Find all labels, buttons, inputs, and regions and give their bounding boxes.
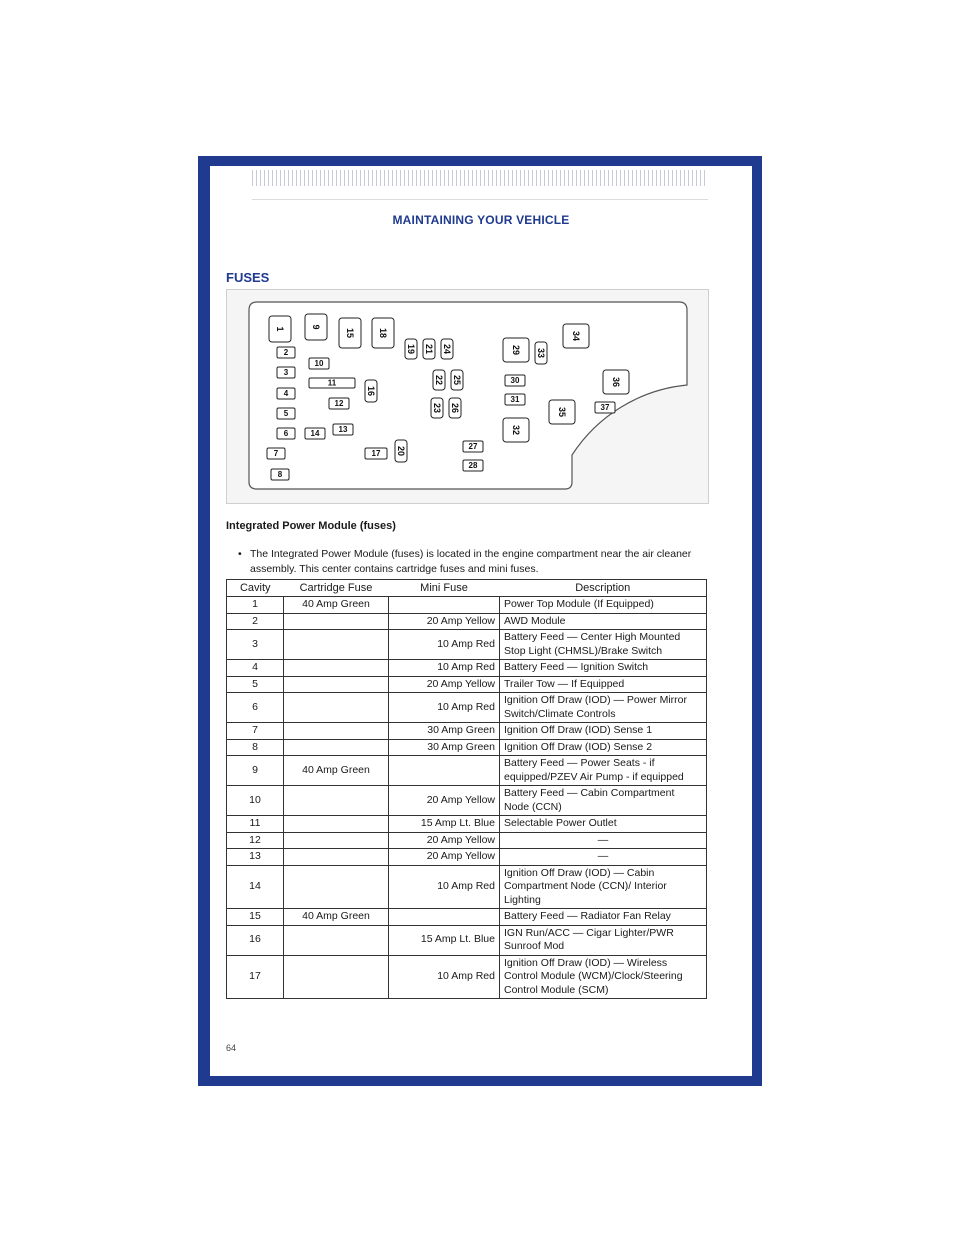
description-cell: — bbox=[500, 849, 707, 866]
table-row bbox=[227, 786, 707, 816]
table-row bbox=[227, 925, 707, 955]
cartridge-fuse-cell: 40 Amp Green bbox=[284, 597, 389, 614]
description-cell: — bbox=[500, 832, 707, 849]
cavity-cell: 14 bbox=[227, 865, 284, 909]
mini-fuse-cell bbox=[389, 909, 500, 926]
header-hatch-decoration bbox=[252, 170, 708, 186]
cartridge-fuse-cell bbox=[284, 630, 389, 660]
cartridge-fuse-cell bbox=[284, 816, 389, 833]
cavity-cell: 6 bbox=[227, 693, 284, 723]
fuse-table bbox=[226, 579, 707, 999]
mini-fuse-cell: 10 Amp Red bbox=[389, 660, 500, 677]
cartridge-fuse-cell bbox=[284, 955, 389, 999]
fuse-number-label: 2 bbox=[283, 348, 289, 357]
table-row bbox=[227, 660, 707, 677]
description-cell: Selectable Power Outlet bbox=[500, 816, 707, 833]
cartridge-fuse-cell bbox=[284, 723, 389, 740]
table-row bbox=[227, 630, 707, 660]
description-cell: Ignition Off Draw (IOD) — Cabin Compartment Node (CCN)/ Interior Lighting bbox=[500, 865, 707, 909]
mini-fuse-cell: 30 Amp Green bbox=[389, 739, 500, 756]
cavity-cell: 5 bbox=[227, 676, 284, 693]
fuse-number-label: 11 bbox=[327, 378, 337, 388]
fuse-number-label: 31 bbox=[510, 395, 520, 404]
table-row bbox=[227, 739, 707, 756]
cavity-cell: 9 bbox=[227, 756, 284, 786]
fuse-number-label: 14 bbox=[310, 429, 320, 438]
fuse-number-label: 35 bbox=[557, 406, 567, 418]
header-divider bbox=[252, 199, 708, 200]
table-row bbox=[227, 909, 707, 926]
fuse-number-label: 16 bbox=[366, 385, 376, 397]
section-title: FUSES bbox=[226, 270, 270, 285]
mini-fuse-cell: 20 Amp Yellow bbox=[389, 786, 500, 816]
fuse-number-label: 26 bbox=[450, 402, 460, 414]
fuse-number-label: 21 bbox=[424, 343, 434, 355]
mini-fuse-cell: 20 Amp Yellow bbox=[389, 613, 500, 630]
description-cell: IGN Run/ACC — Cigar Lighter/PWR Sunroof Mod bbox=[500, 925, 707, 955]
description-cell: Ignition Off Draw (IOD) Sense 1 bbox=[500, 723, 707, 740]
mini-fuse-cell bbox=[389, 756, 500, 786]
fuse-number-label: 23 bbox=[432, 402, 442, 414]
fuse-number-label: 28 bbox=[468, 461, 478, 470]
fuse-number-label: 18 bbox=[378, 327, 388, 339]
fuse-number-label: 17 bbox=[371, 449, 381, 458]
fuse-number-label: 5 bbox=[283, 409, 289, 418]
fuse-number-label: 27 bbox=[468, 442, 478, 451]
fuse-number-label: 9 bbox=[311, 324, 321, 330]
description-cell: Battery Feed — Power Seats - if equipped/PZEV Air Pump - if equipped bbox=[500, 756, 707, 786]
table-row bbox=[227, 955, 707, 999]
fuse-number-label: 30 bbox=[510, 376, 520, 385]
mini-fuse-cell: 20 Amp Yellow bbox=[389, 849, 500, 866]
fuse-number-label: 6 bbox=[283, 429, 289, 438]
cartridge-fuse-cell bbox=[284, 693, 389, 723]
mini-fuse-cell: 15 Amp Lt. Blue bbox=[389, 925, 500, 955]
fuse-number-label: 8 bbox=[277, 470, 283, 479]
description-cell: Ignition Off Draw (IOD) Sense 2 bbox=[500, 739, 707, 756]
table-row bbox=[227, 676, 707, 693]
description-cell: Battery Feed — Cabin Compartment Node (CCN) bbox=[500, 786, 707, 816]
fuse-number-label: 15 bbox=[345, 327, 355, 339]
mini-fuse-cell: 10 Amp Red bbox=[389, 693, 500, 723]
cavity-cell: 15 bbox=[227, 909, 284, 926]
running-header: MAINTAINING YOUR VEHICLE bbox=[392, 213, 570, 227]
fuse-number-label: 7 bbox=[273, 449, 279, 458]
description-cell: Battery Feed — Center High Mounted Stop Light (CHMSL)/Brake Switch bbox=[500, 630, 707, 660]
fuse-number-label: 37 bbox=[600, 403, 610, 412]
fuse-number-label: 12 bbox=[334, 399, 344, 408]
cavity-cell: 8 bbox=[227, 739, 284, 756]
cavity-cell: 3 bbox=[227, 630, 284, 660]
description-cell: Ignition Off Draw (IOD) — Power Mirror Switch/Climate Controls bbox=[500, 693, 707, 723]
cartridge-fuse-cell bbox=[284, 613, 389, 630]
table-header-row bbox=[227, 580, 707, 597]
page-number: 64 bbox=[226, 1043, 237, 1053]
bullet-text: The Integrated Power Module (fuses) is located in the engine compartment near the air cleaner assembly. This center contains cartridge fuses and mini fuses. bbox=[250, 548, 692, 575]
header-cavity: Cavity bbox=[227, 580, 284, 597]
fuse-number-label: 36 bbox=[611, 376, 621, 388]
fuse-number-label: 25 bbox=[452, 374, 462, 386]
table-row bbox=[227, 865, 707, 909]
mini-fuse-cell: 10 Amp Red bbox=[389, 630, 500, 660]
description-cell: Trailer Tow — If Equipped bbox=[500, 676, 707, 693]
cavity-cell: 10 bbox=[227, 786, 284, 816]
fuse-number-label: 29 bbox=[511, 344, 521, 356]
fuse-number-label: 32 bbox=[511, 424, 521, 436]
fuse-number-label: 34 bbox=[571, 330, 581, 342]
cavity-cell: 7 bbox=[227, 723, 284, 740]
cavity-cell: 1 bbox=[227, 597, 284, 614]
fuse-diagram bbox=[226, 289, 709, 504]
fuse-number-label: 22 bbox=[434, 374, 444, 386]
header-description: Description bbox=[500, 580, 707, 597]
fuse-number-label: 3 bbox=[283, 368, 289, 377]
cartridge-fuse-cell bbox=[284, 739, 389, 756]
cartridge-fuse-cell: 40 Amp Green bbox=[284, 756, 389, 786]
cartridge-fuse-cell bbox=[284, 676, 389, 693]
table-row bbox=[227, 756, 707, 786]
description-cell: AWD Module bbox=[500, 613, 707, 630]
table-row bbox=[227, 613, 707, 630]
description-cell: Ignition Off Draw (IOD) — Wireless Control Module (WCM)/Clock/Steering Control Module (SCM) bbox=[500, 955, 707, 999]
cavity-cell: 2 bbox=[227, 613, 284, 630]
fuse-number-label: 10 bbox=[314, 359, 324, 368]
cartridge-fuse-cell: 40 Amp Green bbox=[284, 909, 389, 926]
fuse-number-label: 20 bbox=[396, 445, 406, 457]
mini-fuse-cell: 15 Amp Lt. Blue bbox=[389, 816, 500, 833]
fuse-number-label: 24 bbox=[442, 343, 452, 355]
fuse-number-label: 4 bbox=[283, 389, 289, 398]
cavity-cell: 4 bbox=[227, 660, 284, 677]
description-cell: Power Top Module (If Equipped) bbox=[500, 597, 707, 614]
bullet-dot: • bbox=[238, 548, 242, 560]
fuse-number-label: 19 bbox=[406, 343, 416, 355]
table-row bbox=[227, 816, 707, 833]
mini-fuse-cell: 30 Amp Green bbox=[389, 723, 500, 740]
fuse-number-label: 33 bbox=[536, 347, 546, 359]
table-row bbox=[227, 597, 707, 614]
cartridge-fuse-cell bbox=[284, 832, 389, 849]
diagram-caption: Integrated Power Module (fuses) bbox=[226, 520, 396, 532]
cavity-cell: 12 bbox=[227, 832, 284, 849]
fuse-number-label: 1 bbox=[275, 326, 285, 332]
table-row bbox=[227, 832, 707, 849]
description-cell: Battery Feed — Radiator Fan Relay bbox=[500, 909, 707, 926]
mini-fuse-cell: 10 Amp Red bbox=[389, 865, 500, 909]
cartridge-fuse-cell bbox=[284, 849, 389, 866]
header-mini-fuse: Mini Fuse bbox=[389, 580, 500, 597]
fuse-diagram-svg bbox=[227, 290, 708, 503]
cartridge-fuse-cell bbox=[284, 660, 389, 677]
cavity-cell: 13 bbox=[227, 849, 284, 866]
mini-fuse-cell: 20 Amp Yellow bbox=[389, 832, 500, 849]
fuse-number-label: 13 bbox=[338, 425, 348, 434]
mini-fuse-cell bbox=[389, 597, 500, 614]
description-cell: Battery Feed — Ignition Switch bbox=[500, 660, 707, 677]
cavity-cell: 16 bbox=[227, 925, 284, 955]
cavity-cell: 17 bbox=[227, 955, 284, 999]
cartridge-fuse-cell bbox=[284, 925, 389, 955]
table-row bbox=[227, 849, 707, 866]
table-row bbox=[227, 693, 707, 723]
mini-fuse-cell: 20 Amp Yellow bbox=[389, 676, 500, 693]
bullet-paragraph bbox=[238, 547, 708, 577]
table-row bbox=[227, 723, 707, 740]
header-cartridge-fuse: Cartridge Fuse bbox=[284, 580, 389, 597]
cartridge-fuse-cell bbox=[284, 865, 389, 909]
cavity-cell: 11 bbox=[227, 816, 284, 833]
mini-fuse-cell: 10 Amp Red bbox=[389, 955, 500, 999]
cartridge-fuse-cell bbox=[284, 786, 389, 816]
